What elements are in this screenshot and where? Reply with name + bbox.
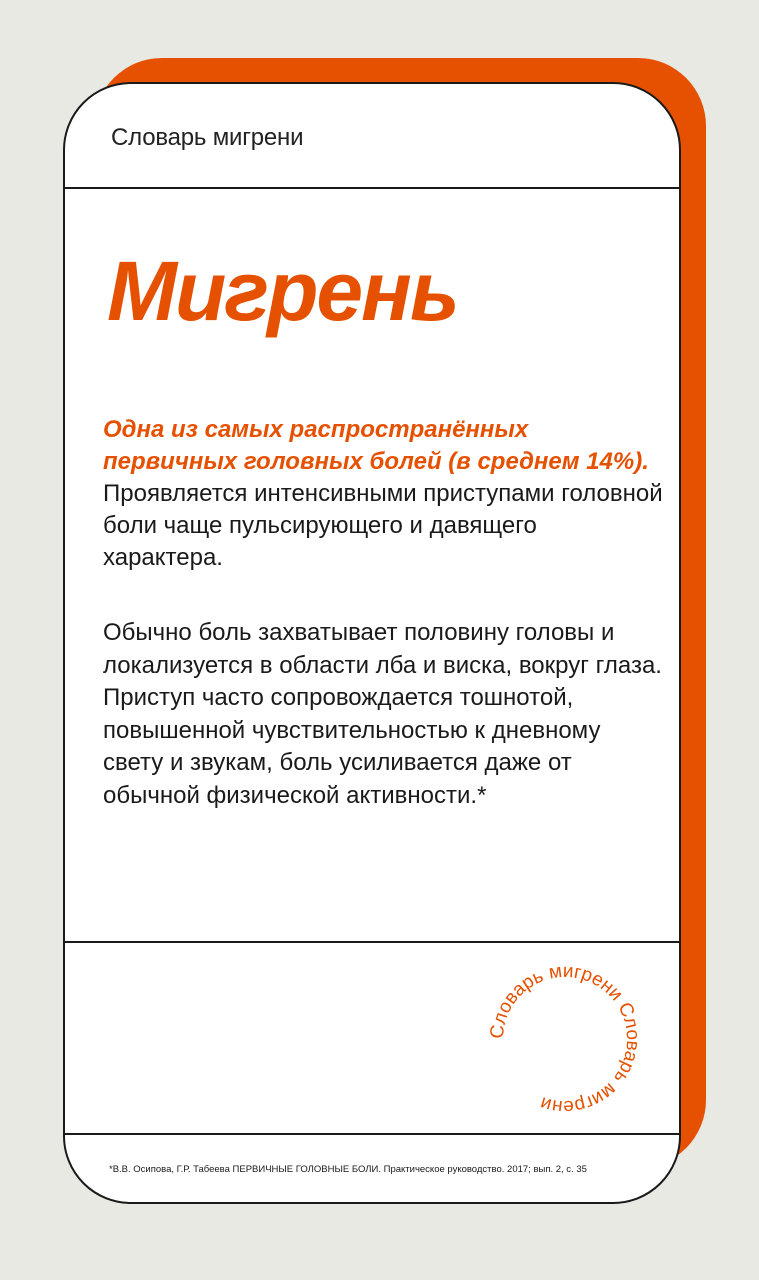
dictionary-card <box>63 82 681 1204</box>
page-title: Мигрень <box>107 244 458 338</box>
divider-top <box>65 187 679 189</box>
intro-lead: Одна из самых распространённых первичных головных болей (в среднем 14%). <box>103 416 649 475</box>
stamp-text-path: Словарь мигрени Словарь мигрени <box>486 960 644 1118</box>
body-paragraph: Обычно боль захватывает половину головы и локализуется в области лба и виска, вокруг глаза. Приступ часто сопровождается тошнотой, повышенной чувствительностью к дневному свету и звукам, боль усиливается даже от обычной физической активности.* <box>103 619 662 809</box>
circular-stamp <box>485 959 645 1119</box>
footnote: *В.В. Осипова, Г.Р. Табеева ПЕРВИЧНЫЕ ГОЛОВНЫЕ БОЛИ. Практическое руководство. 2017; вып. 2, с. 35 <box>109 1164 587 1175</box>
divider-middle <box>65 941 679 943</box>
stamp-text <box>487 961 643 1117</box>
header-label: Словарь мигрени <box>111 124 304 151</box>
intro-paragraph <box>103 414 663 574</box>
divider-bottom <box>65 1133 679 1135</box>
intro-rest: Проявляется интенсивными приступами головной боли чаще пульсирующего и давящего характера. <box>103 480 663 571</box>
